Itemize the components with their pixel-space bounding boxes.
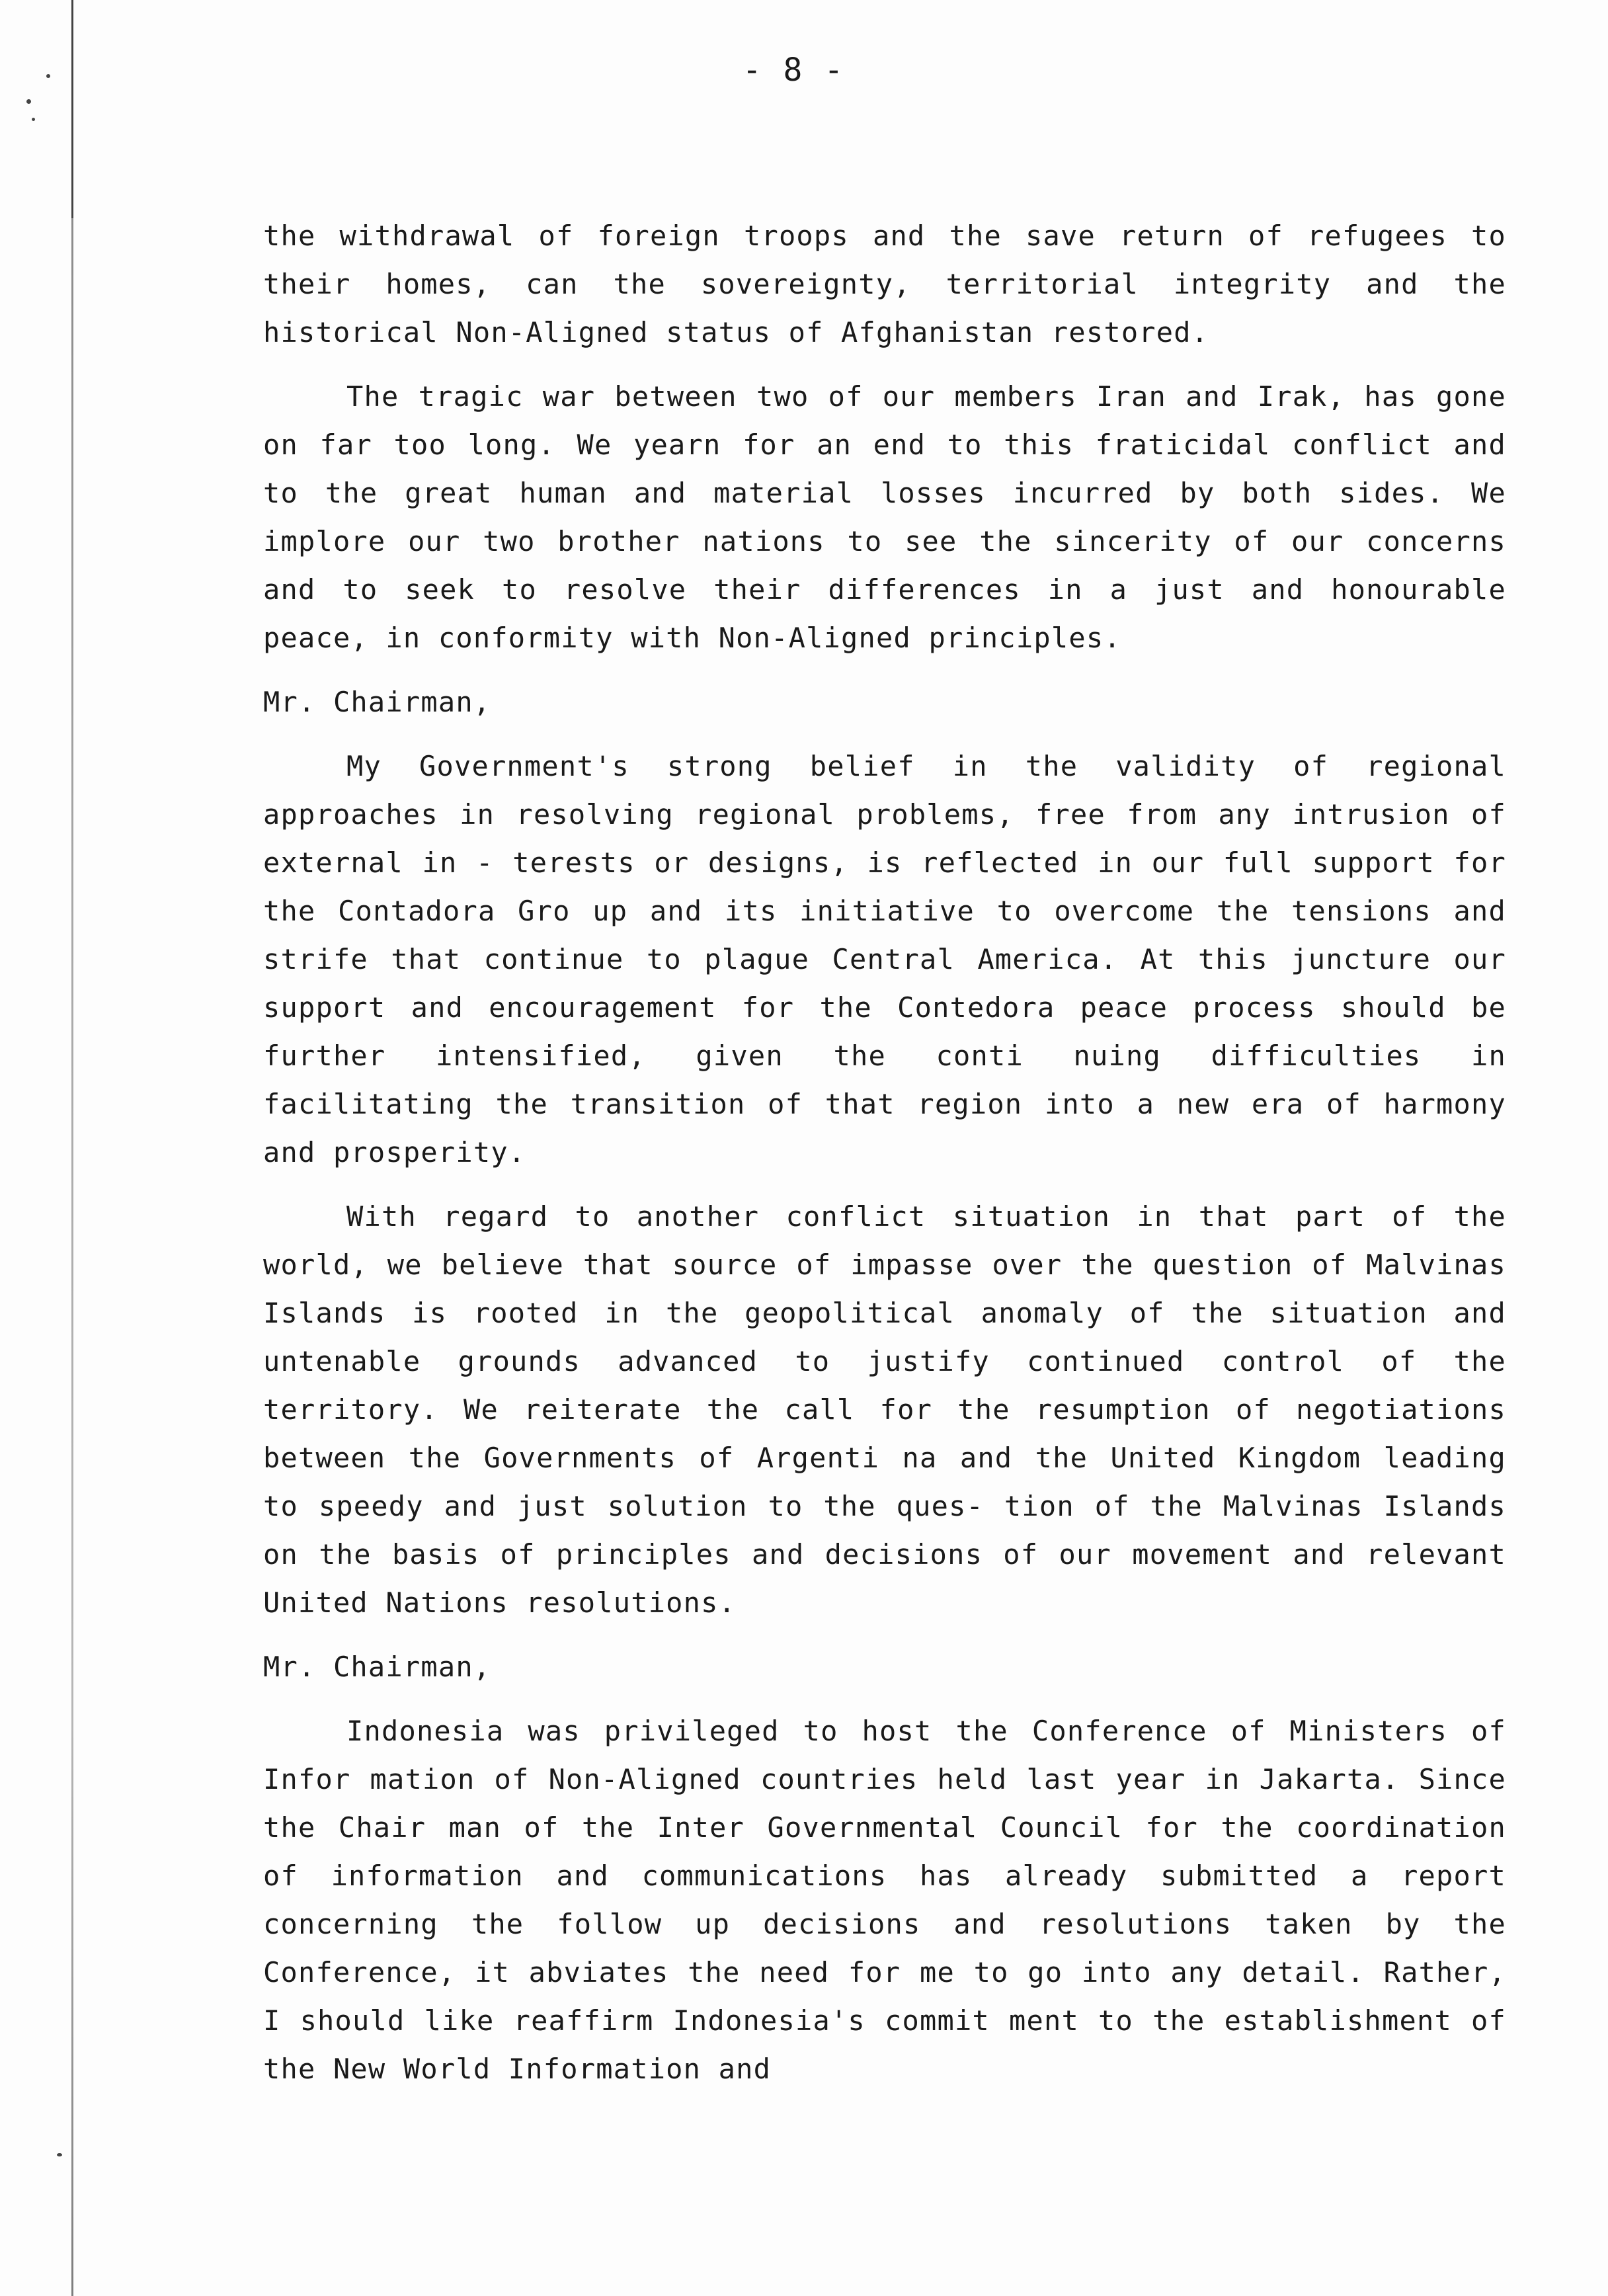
binding-margin-line [71, 0, 73, 2296]
page-number: - 8 - [742, 52, 845, 89]
salutation: Mr. Chairman, [263, 686, 491, 718]
paragraph: Indonesia was privileged to host the Conference of Ministers of Infor mation of Non-Aligned countries held last year in Jakarta. Since the Chair man of the Inter Governmental Council for the coordination of information and communications has already submitted a report concerning the follow up decisions and resolutions taken by the Conference, it abviates the need for me to go into any detail. Rather, I should like reaffirm Indonesia's commit ment to the establishment of the New World Information and [263, 1715, 1506, 2085]
paragraph: My Government's strong belief in the validity of regional approaches in resolving regional problems, free from any intrusion of external in - terests or designs, is reflected in our full support for the Contadora Gro up and its initiative to overcome the tensions and strife that continue to plague Central America. At this juncture our support and encouragement for the Contedora peace process should be further intensified, given the conti nuing difficulties in facilitating the transition of that region into a new era of harmony and prosperity. [263, 750, 1506, 1168]
scan-speck [26, 99, 31, 104]
paragraph: With regard to another conflict situation in that part of the world, we believe that source of impasse over the question of Malvinas Islands is rooted in the geopolitical anomaly of the situation and untenable grounds advanced to justify continued control of the territory. We reiterate the call for the resumption of negotiations between the Governments of Argenti na and the United Kingdom leading to speedy and just solution to the ques- tion of the Malvinas Islands on the basis of principles and decisions of our movement and relevant United Nations resolutions. [263, 1200, 1506, 1619]
paragraph: The tragic war between two of our members Iran and Irak, has gone on far too long. We yearn for an end to this fraticidal conflict and to the great human and material losses incurred by both sides. We implore our two brother nations to see the sincerity of our concerns and to seek to resolve their differences in a just and honourable peace, in conformity with Non-Aligned principles. [263, 380, 1506, 654]
scan-speck [46, 74, 50, 78]
document-body [263, 212, 1506, 2109]
scan-speck [57, 2153, 62, 2156]
paragraph: the withdrawal of foreign troops and the save return of refugees to their homes, can the sovereignty, territorial integrity and the historical Non-Aligned status of Afghanistan restored. [263, 220, 1506, 348]
salutation: Mr. Chairman, [263, 1651, 491, 1683]
scan-speck [32, 118, 35, 121]
